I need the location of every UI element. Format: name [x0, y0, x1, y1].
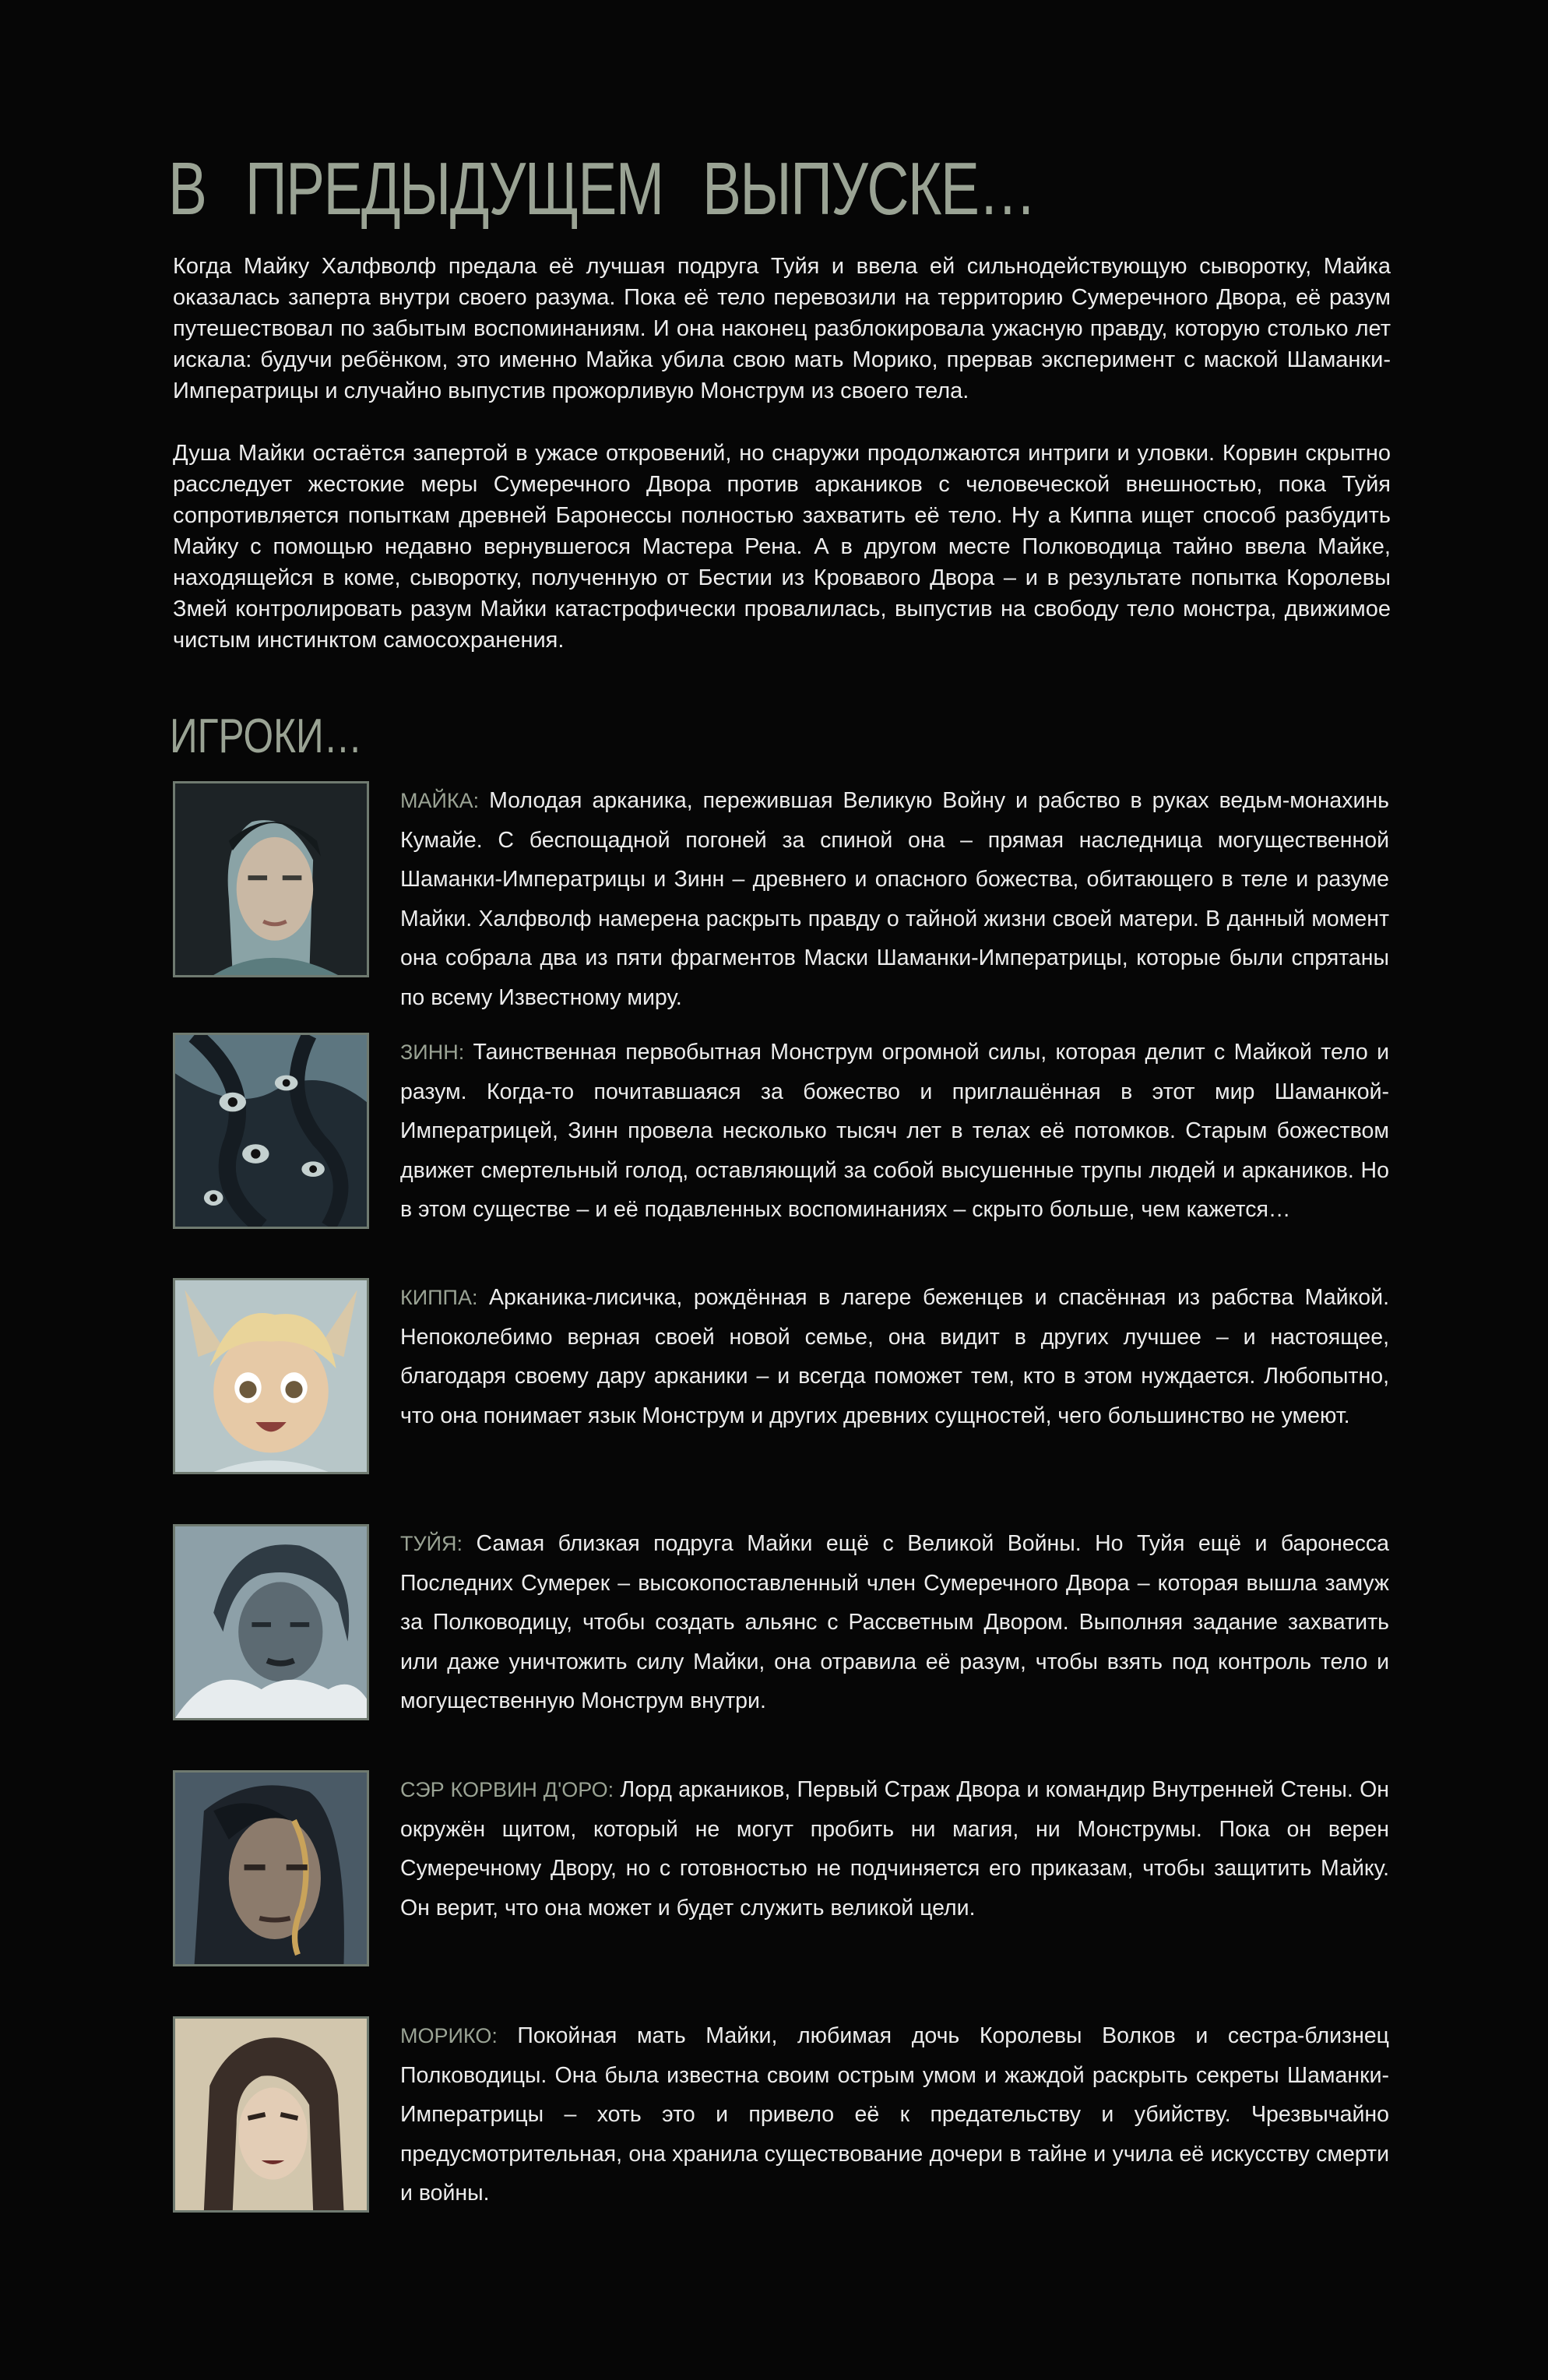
player-description	[400, 1770, 1389, 1928]
portrait-zinn	[173, 1033, 369, 1229]
intro-paragraph-1	[173, 251, 1391, 407]
player-name: КИППА:	[400, 1286, 478, 1309]
player-text: Молодая арканика, пережившая Великую Войну и рабство в руках ведьм-монахинь Кумайе. С беспощадной погоней за спиной она – прямая наследница могущественной Шаманки-Императрицы и Зинн – древнего и опасного божества, обитающего в теле и разуме Майки. Халфволф намерена раскрыть правду о тайной жизни своей матери. В данный момент она собрала два из пяти фрагментов Маски Шаманки-Императрицы, которые были спрятаны по всему Известному миру.	[400, 788, 1389, 1010]
player-text: Таинственная первобытная Монструм огромной силы, которая делит с Майкой тело и разум. Когда-то почитавшаяся за божество и приглашённая в этот мир Шаманкой-Императрицей, Зинн провела несколько тысяч лет в телах её потомков. Старым божеством движет смертельный голод, оставляющий за собой высушенные трупы людей и аркаников. Но в этом существе – и её подавленных воспоминаниях – скрыто больше, чем кажется…	[400, 1040, 1389, 1222]
player-text: Лорд аркаников, Первый Страж Двора и командир Внутренней Стены. Он окружён щитом, который не могут пробить ни магия, ни Монструмы. Пока он верен Сумеречному Двору, но с готовностью не подчиняется его приказам, чтобы защитить Майку. Он верит, что она может и будет служить великой цели.	[400, 1777, 1389, 1921]
portrait-kippa	[173, 1278, 369, 1474]
player-text: Арканика-лисичка, рождённая в лагере беженцев и спасённая из рабства Майкой. Непоколебимо верная своей новой семье, она видит в других лучшее – и настоящее, благодаря своему дару арканики – и всегда поможет тем, кто в этом нуждается. Любопытно, что она понимает язык Монструм и других древних сущностей, чего большинство не умеют.	[400, 1285, 1389, 1428]
player-name: МОРИКО:	[400, 2024, 498, 2047]
portrait-tuya	[173, 1524, 369, 1720]
player-name: СЭР КОРВИН Д'ОРО:	[400, 1778, 614, 1801]
players-heading: ИГРОКИ…	[170, 709, 363, 763]
player-description	[400, 1524, 1389, 1721]
player-description	[400, 1278, 1389, 1435]
player-name: ЗИНН:	[400, 1040, 465, 1064]
player-name: МАЙКА:	[400, 789, 480, 812]
player-description	[400, 1033, 1389, 1230]
player-text: Покойная мать Майки, любимая дочь Королевы Волков и сестра-близнец Полководицы. Она была известна своим острым умом и жаждой раскрыть секреты Шаманки-Императрицы – хоть это и привело её к предательству и убийству. Чрезвычайно предусмотрительная, она хранила существование дочери в тайне и учила её искусству смерти и войны.	[400, 2023, 1389, 2206]
portrait-corvin	[173, 1770, 369, 1966]
portrait-mayka	[173, 781, 369, 977]
player-description	[400, 781, 1389, 1017]
portrait-moriko	[173, 2016, 369, 2213]
intro-text-2: Душа Майки остаётся запертой в ужасе откровений, но снаружи продолжаются интриги и уловки. Корвин скрытно расследует жестокие меры Сумеречного Двора против аркаников с человеческой внешностью, пока Туйя сопротивляется попыткам древней Баронессы полностью захватить её тело. Ну а Киппа ищет способ разбудить Майку с помощью недавно вернувшегося Мастера Рена. А в другом месте Полководица тайно ввела Майке, находящейся в коме, сыворотку, полученную от Бестии из Кровавого Двора – и в результате попытка Королевы Змей контролировать разум Майки катастрофически провалилась, выпустив на свободу тело монстра, движимое чистым инстинктом самосохранения.	[173, 441, 1391, 653]
player-text: Самая близкая подруга Майки ещё с Великой Войны. Но Туйя ещё и баронесса Последних Сумерек – высокопоставленный член Сумеречного Двора – которая вышла замуж за Полководицу, чтобы создать альянс с Рассветным Двором. Выполняя задание захватить или даже уничтожить силу Майки, она отравила её разум, чтобы взять под контроль тело и могущественную Монструм внутри.	[400, 1531, 1389, 1713]
page-title: В ПРЕДЫДУЩЕМ ВЫПУСКЕ…	[168, 147, 1036, 231]
intro-paragraph-2	[173, 438, 1391, 656]
intro-text-1: Когда Майку Халфволф предала её лучшая подруга Туйя и ввела ей сильнодействующую сыворотку, Майка оказалась заперта внутри своего разума. Пока её тело перевозили на территорию Сумеречного Двора, её разум путешествовал по забытым воспоминаниям. И она наконец разблокировала ужасную правду, которую столько лет искала: будучи ребёнком, это именно Майка убила свою мать Морико, прервав эксперимент с маской Шаманки-Императрицы и случайно выпустив прожорливую Монструм из своего тела.	[173, 254, 1391, 403]
player-name: ТУЙЯ:	[400, 1532, 463, 1555]
player-description	[400, 2016, 1389, 2213]
